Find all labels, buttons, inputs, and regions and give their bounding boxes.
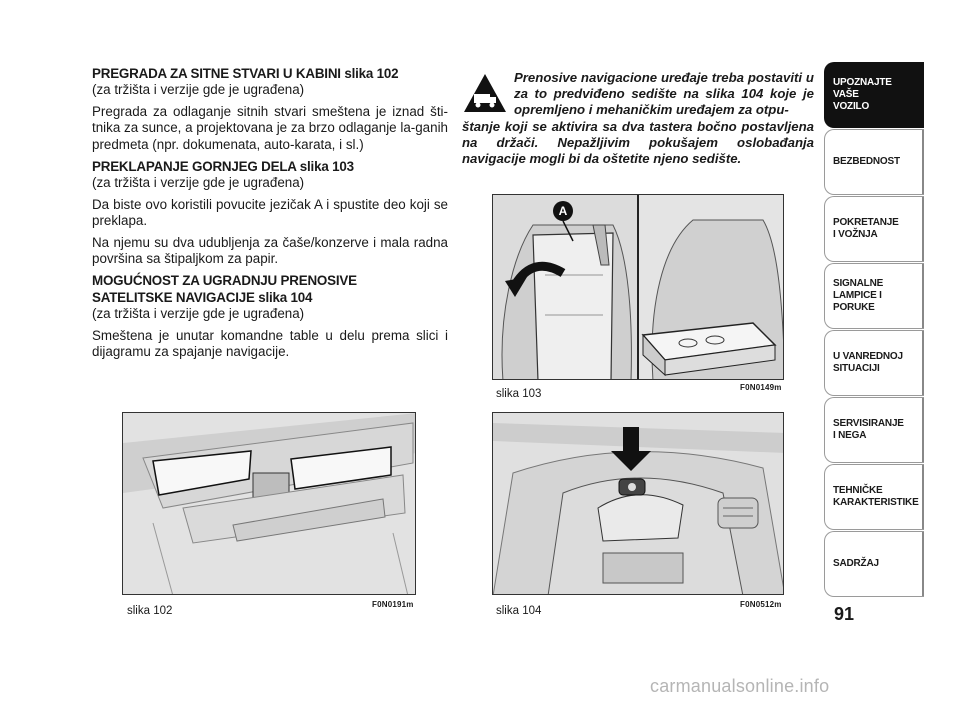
paragraph-folding-1: Da biste ovo koristili povucite jezičak A i spustite deo koji se preklapa. <box>92 196 448 229</box>
tab-label: SADRŽAJ <box>833 558 879 569</box>
tab-servisiranje[interactable] <box>824 397 924 463</box>
tab-bezbednost[interactable] <box>824 129 924 195</box>
heading-navigation-sub: (za tržišta i verzije gde je ugrađena) <box>92 306 305 322</box>
tab-label: POKRETANJE I VOŽNJA <box>833 217 899 240</box>
figure-103-image <box>492 194 784 380</box>
figure-102-caption: slika 102 <box>127 605 173 617</box>
tab-edge <box>922 130 924 194</box>
figure-103-caption: slika 103 <box>496 388 542 400</box>
page-number: 91 <box>834 604 855 624</box>
heading-folding-top: PREKLAPANJE GORNJEG DELA slika 103 <box>92 159 354 175</box>
tab-label: BEZBEDNOST <box>833 156 900 167</box>
warning-triangle-icon <box>462 72 508 114</box>
watermark: carmanualsonline.info <box>650 676 830 696</box>
figure-103-code: F0N0149m <box>740 383 782 392</box>
tab-label: UPOZNAJTE VAŠE VOZILO <box>833 77 892 112</box>
heading-storage-compartment: PREGRADA ZA SITNE STVARI U KABINI slika 102 <box>92 66 399 81</box>
tab-label: U VANREDNOJ SITUACIJI <box>833 351 903 374</box>
tab-edge <box>922 264 924 328</box>
tab-edge <box>922 398 924 462</box>
tab-edge <box>922 331 924 395</box>
tab-label: SIGNALNE LAMPICE I PORUKE <box>833 278 884 313</box>
figure-104-image <box>492 412 784 595</box>
left-column <box>92 66 448 366</box>
paragraph-navigation: Smeštena je unutar komandne table u delu prema slici i dijagramu za spajanje navigacije. <box>92 327 448 360</box>
heading-folding-sub: (za tržišta i verzije gde je ugrađena) <box>92 175 305 191</box>
figure-103-label-a: A <box>558 204 568 218</box>
heading-navigation-1: MOGUĆNOST ZA UGRADNJU PRENOSIVE <box>92 273 357 289</box>
tab-tehnicke[interactable] <box>824 464 924 530</box>
tab-edge <box>922 532 924 596</box>
tab-upoznajte[interactable] <box>824 62 924 128</box>
figure-104-caption: slika 104 <box>496 605 542 617</box>
warning-text <box>462 70 814 167</box>
warning-block <box>462 70 814 167</box>
paragraph-folding-2: Na njemu su dva udubljenja za čaše/konzerve i mala radna površina sa štipaljkom za papir. <box>92 234 448 267</box>
heading-storage-sub: (za tržišta i verzije gde je ugrađena) <box>92 82 305 98</box>
tab-label: SERVISIRANJE I NEGA <box>833 418 904 441</box>
tab-label: TEHNIČKE KARAKTERISTIKE <box>833 485 919 508</box>
figure-102-image <box>122 412 416 595</box>
warning-text-full: štanje koji se aktivira sa dva tastera bočno postavljena na držači. Nepažljivim pokušajem oslobađanja navigacije mogli bi da oštetite njeno sedište. <box>462 118 814 167</box>
tab-sadrzaj[interactable] <box>824 531 924 597</box>
tab-signalne[interactable] <box>824 263 924 329</box>
tab-pokretanje[interactable] <box>824 196 924 262</box>
heading-navigation-2: SATELITSKE NAVIGACIJE slika 104 <box>92 289 313 305</box>
tab-edge <box>922 197 924 261</box>
figure-104-code: F0N0512m <box>740 600 782 609</box>
warning-text-indented: Prenosive navigacione uređaje treba postaviti u za to predviđeno sedište na slika 104 koje je opremljeno i mehaničkim uređajem za otpu- <box>514 70 814 118</box>
paragraph-storage: Pregrada za odlaganje sitnih stvari smeštena je iznad šti-tnika za sunce, a projektovana je za brzo odlaganje la-ganih predmeta (npr. dokumenata, auto-karata, i sl.) <box>92 103 448 152</box>
tab-edge <box>922 465 924 529</box>
tab-vanrednoj[interactable] <box>824 330 924 396</box>
chapter-sidebar <box>824 62 924 598</box>
figure-102-code: F0N0191m <box>372 600 414 609</box>
